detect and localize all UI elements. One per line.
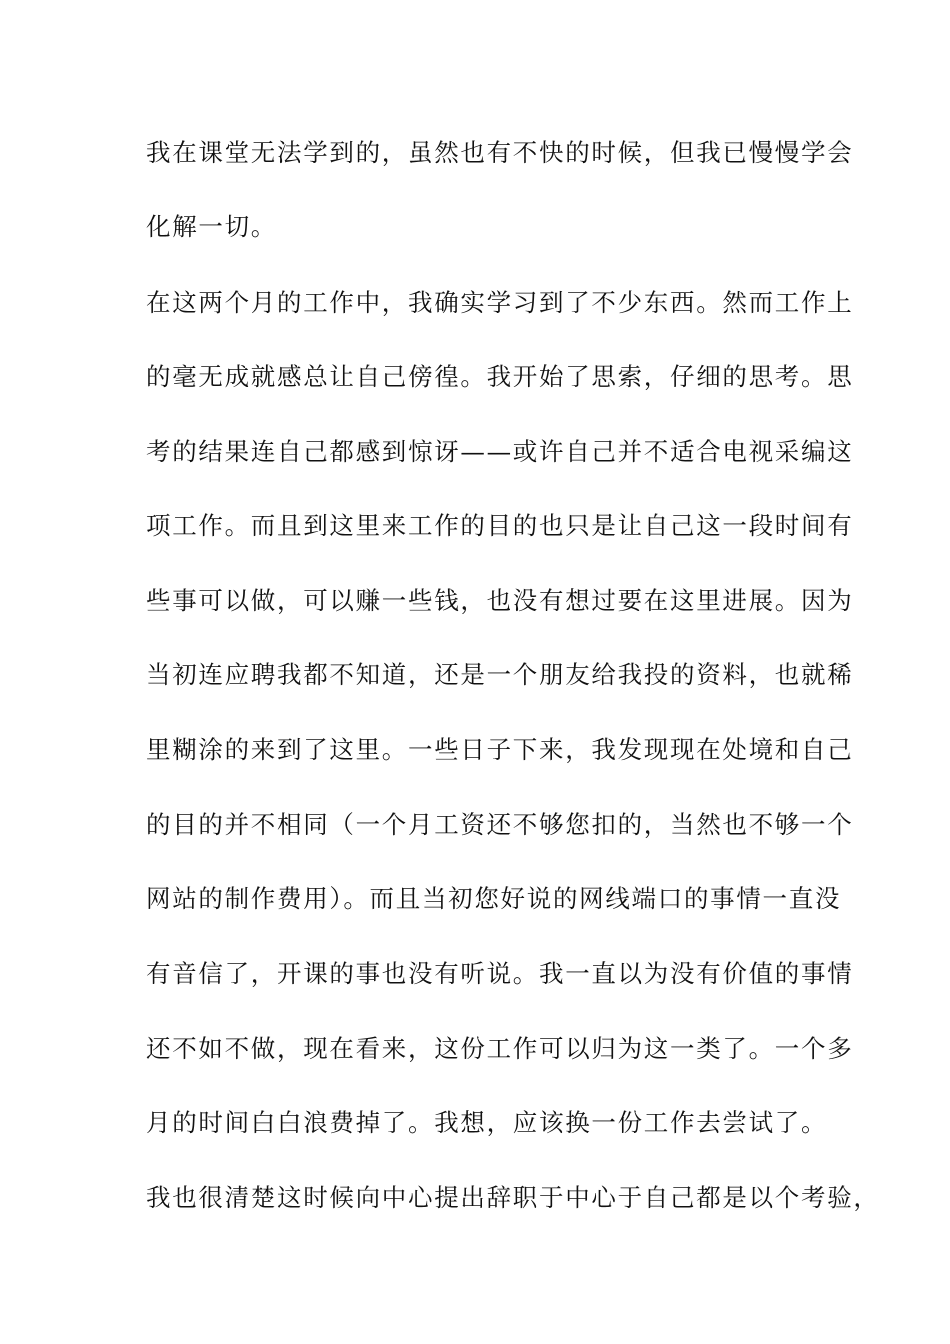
text-line: 的目的并不相同（一个月工资还不够您扣的，当然也不够一个 xyxy=(146,810,854,839)
text-line: 有音信了，开课的事也没有听说。我一直以为没有价值的事情 xyxy=(146,959,854,988)
text-line: 的毫无成就感总让自己傍徨。我开始了思索，仔细的思考。思 xyxy=(146,362,854,391)
text-line: 化解一切。 xyxy=(146,212,277,241)
text-line: 里糊涂的来到了这里。一些日子下来，我发现现在处境和自己 xyxy=(146,735,854,764)
text-line: 网站的制作费用）。而且当初您好说的网线端口的事情一直没 xyxy=(146,884,842,913)
text-line: 在这两个月的工作中，我确实学习到了不少东西。然而工作上 xyxy=(146,288,854,317)
text-line: 当初连应聘我都不知道，还是一个朋友给我投的资料，也就稀 xyxy=(146,660,854,689)
text-line: 还不如不做，现在看来，这份工作可以归为这一类了。一个多 xyxy=(146,1034,854,1063)
text-line: 我在课堂无法学到的，虽然也有不快的时候，但我已慢慢学会 xyxy=(146,138,854,167)
text-line: 考的结果连自己都感到惊讶——或许自己并不适合电视采编这 xyxy=(146,437,854,466)
text-line: 我也很清楚这时候向中心提出辞职于中心于自己都是以个考验， xyxy=(146,1183,880,1212)
text-line: 些事可以做，可以赚一些钱，也没有想过要在这里进展。因为 xyxy=(146,586,854,615)
text-line: 项工作。而且到这里来工作的目的也只是让自己这一段时间有 xyxy=(146,511,854,540)
text-line: 月的时间白白浪费掉了。我想，应该换一份工作去尝试了。 xyxy=(146,1108,828,1137)
